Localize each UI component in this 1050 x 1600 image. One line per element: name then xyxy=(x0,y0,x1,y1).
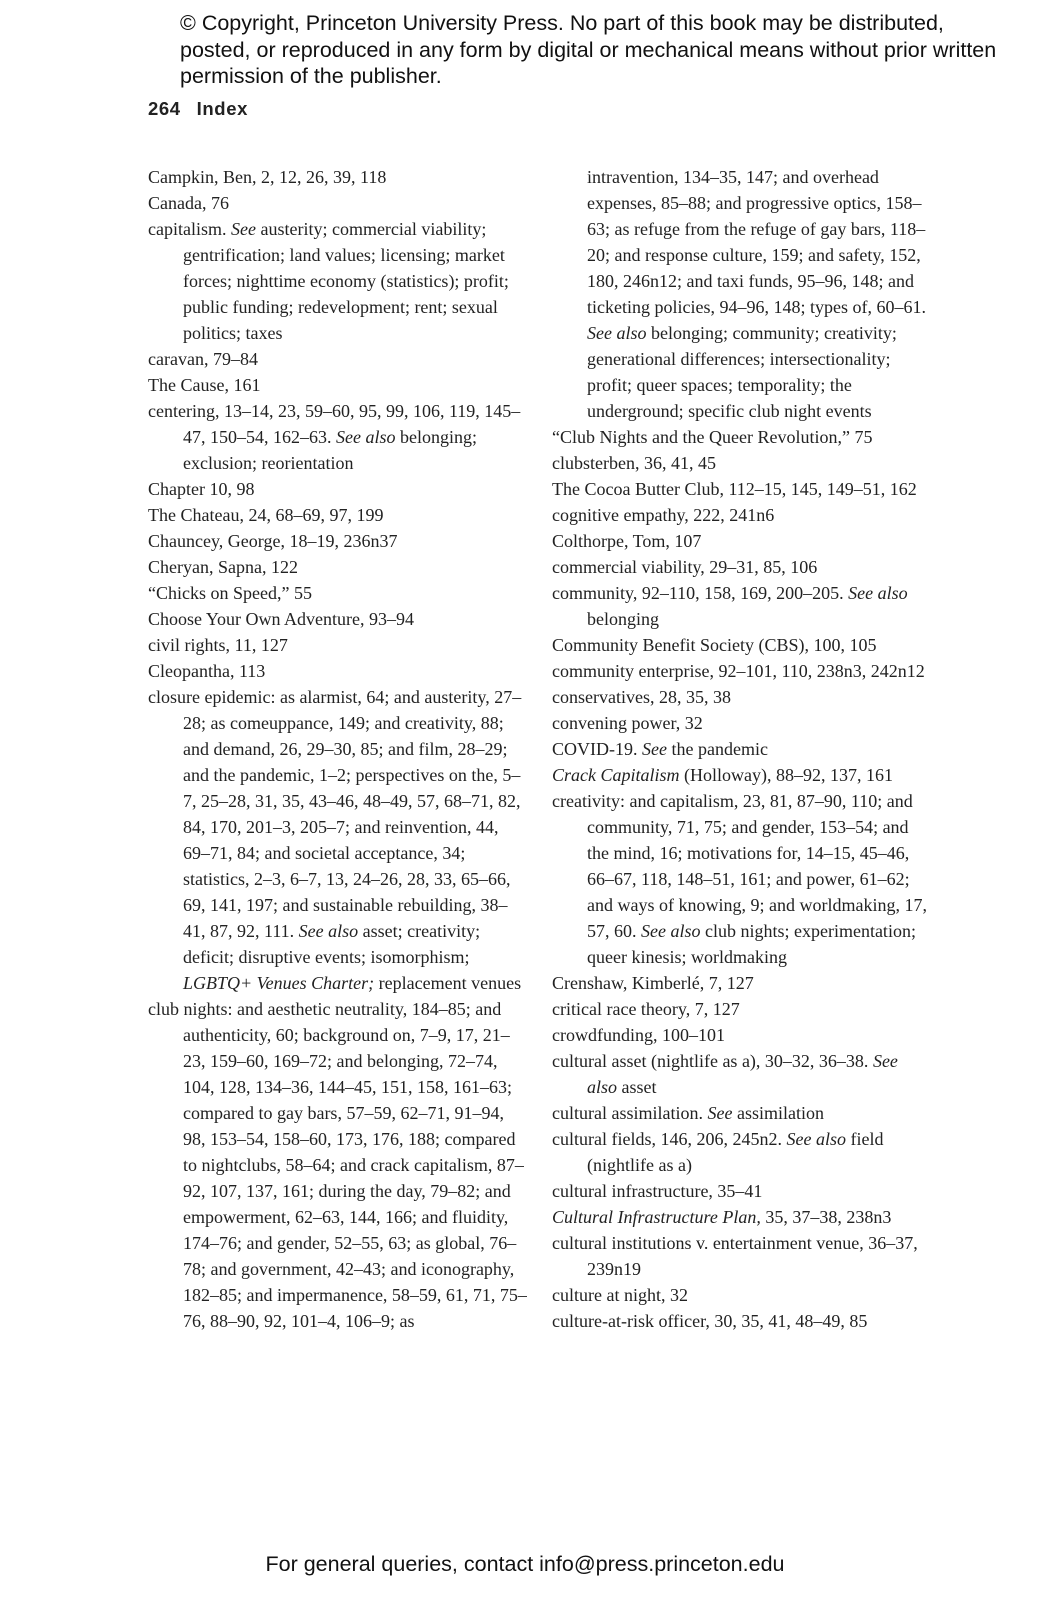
index-entry: Campkin, Ben, 2, 12, 26, 39, 118 xyxy=(148,167,387,187)
index-entry: cultural asset (nightlife as a), 30–32, 36–38. See also asset xyxy=(552,1051,898,1097)
index-entry: “Club Nights and the Queer Revolution,” 75 xyxy=(552,427,873,447)
index-entry: The Cause, 161 xyxy=(148,375,261,395)
index-entry: cultural fields, 146, 206, 245n2. See also field (nightlife as a) xyxy=(552,1129,884,1175)
index-entry: community, 92–110, 158, 169, 200–205. See also belonging xyxy=(552,583,908,629)
index-entry: The Chateau, 24, 68–69, 97, 199 xyxy=(148,505,384,525)
index-entry: club nights: and aesthetic neutrality, 184–85; and authenticity, 60; background on, 7–9, 17, 21–23, 159–60, 169–72; and belonging, 72–74, 104, 128, 134–36, 144–45, 151, 158, 161–63; compared to gay bars, 57–59, 62–71, 91–94, 98, 153–54, 158–60, 173, 176, 188; compared to nightclubs, 58–64; and crack capitalism, 87–92, 107, 137, 161; during the day, 79–82; and empowerment, 62–63, 144, 166; and fluidity, 174–76; and gender, 52–55, 63; as global, 76–78; and government, 42–43; and iconography, 182–85; and impermanence, 58–59, 61, 71, 75–76, 88–90, 92, 101–4, 106–9; as xyxy=(148,999,527,1331)
index-entry: Chapter 10, 98 xyxy=(148,479,255,499)
index-entry: culture at night, 32 xyxy=(552,1285,688,1305)
index-entry: Crenshaw, Kimberlé, 7, 127 xyxy=(552,973,754,993)
index-entry: Crack Capitalism (Holloway), 88–92, 137, 161 xyxy=(552,765,893,785)
index-entry: Cheryan, Sapna, 122 xyxy=(148,557,298,577)
running-head xyxy=(148,98,248,120)
index-entry: intravention, 134–35, 147; and overhead expenses, 85–88; and progressive optics, 158–63; as refuge from the refuge of gay bars, 118–20; and response culture, 159; and safety, 152, 180, 246n12; and taxi funds, 95–96, 148; and ticketing policies, 94–96, 148; types of, 60–61. See also belonging; community; creativity; generational differences; intersectionality; profit; queer spaces; temporality; the underground; specific club night events xyxy=(587,167,926,421)
index-entry: civil rights, 11, 127 xyxy=(148,635,288,655)
page-number: 264 xyxy=(148,98,181,119)
index-entry: Chauncey, George, 18–19, 236n37 xyxy=(148,531,398,551)
index-entry: clubsterben, 36, 41, 45 xyxy=(552,453,716,473)
footer-contact: For general queries, contact info@press.princeton.edu xyxy=(265,1552,785,1576)
index-entry: Cleopantha, 113 xyxy=(148,661,266,681)
index-entry: commercial viability, 29–31, 85, 106 xyxy=(552,557,818,577)
index-entry: cultural institutions v. entertainment venue, 36–37, 239n19 xyxy=(552,1233,918,1279)
index-entry: convening power, 32 xyxy=(552,713,703,733)
index-entry: Canada, 76 xyxy=(148,193,229,213)
index-entry: centering, 13–14, 23, 59–60, 95, 99, 106, 119, 145–47, 150–54, 162–63. See also belonging; exclusion; reorientation xyxy=(148,401,521,473)
index-entry: cognitive empathy, 222, 241n6 xyxy=(552,505,775,525)
index-entry: closure epidemic: as alarmist, 64; and austerity, 27–28; as comeuppance, 149; and creativity, 88; and demand, 26, 29–30, 85; and film, 28–29; and the pandemic, 1–2; perspectives on the, 5–7, 25–28, 31, 35, 43–46, 48–49, 57, 68–71, 82, 84, 170, 201–3, 205–7; and reinvention, 44, 69–71, 84; and societal acceptance, 34; statistics, 2–3, 6–7, 13, 24–26, 28, 33, 65–66, 69, 141, 197; and sustainable rebuilding, 38–41, 87, 92, 111. See also asset; creativity; deficit; disruptive events; isomorphism; LGBTQ+ Venues Charter; replacement venues xyxy=(148,687,522,993)
index-entry: The Cocoa Butter Club, 112–15, 145, 149–51, 162 xyxy=(552,479,917,499)
index-entry: Choose Your Own Adventure, 93–94 xyxy=(148,609,415,629)
index-entry: Community Benefit Society (CBS), 100, 105 xyxy=(552,635,877,655)
index-column-right xyxy=(552,164,932,1334)
index-entry: culture-at-risk officer, 30, 35, 41, 48–49, 85 xyxy=(552,1311,868,1331)
index-entry: COVID-19. See the pandemic xyxy=(552,739,768,759)
index-entry: cultural assimilation. See assimilation xyxy=(552,1103,824,1123)
index-entry: caravan, 79–84 xyxy=(148,349,258,369)
index-entry: capitalism. See austerity; commercial viability; gentrification; land values; licensing; market forces; nighttime economy (statistics); profit; public funding; redevelopment; rent; sexual politics; taxes xyxy=(148,219,509,343)
index-entry: creativity: and capitalism, 23, 81, 87–90, 110; and community, 71, 75; and gender, 153–54; and the mind, 16; motivations for, 14–15, 45–46, 66–67, 118, 148–51, 161; and power, 61–62; and ways of knowing, 9; and worldmaking, 17, 57, 60. See also club nights; experimentation; queer kinesis; worldmaking xyxy=(552,791,927,967)
index-entry: critical race theory, 7, 127 xyxy=(552,999,740,1019)
index-entry: conservatives, 28, 35, 38 xyxy=(552,687,731,707)
index-entry: cultural infrastructure, 35–41 xyxy=(552,1181,763,1201)
index-entry: “Chicks on Speed,” 55 xyxy=(148,583,312,603)
index-entry: crowdfunding, 100–101 xyxy=(552,1025,725,1045)
copyright-notice: © Copyright, Princeton University Press. No part of this book may be distributed, posted, or reproduced in any form by digital or mechanical means without prior written permission of the publisher. xyxy=(180,11,997,88)
index-entry: community enterprise, 92–101, 110, 238n3, 242n12 xyxy=(552,661,925,681)
index-column-left xyxy=(148,164,528,1334)
section-title: Index xyxy=(196,98,248,119)
index-entry: Cultural Infrastructure Plan, 35, 37–38, 238n3 xyxy=(552,1207,892,1227)
index-entry: Colthorpe, Tom, 107 xyxy=(552,531,702,551)
